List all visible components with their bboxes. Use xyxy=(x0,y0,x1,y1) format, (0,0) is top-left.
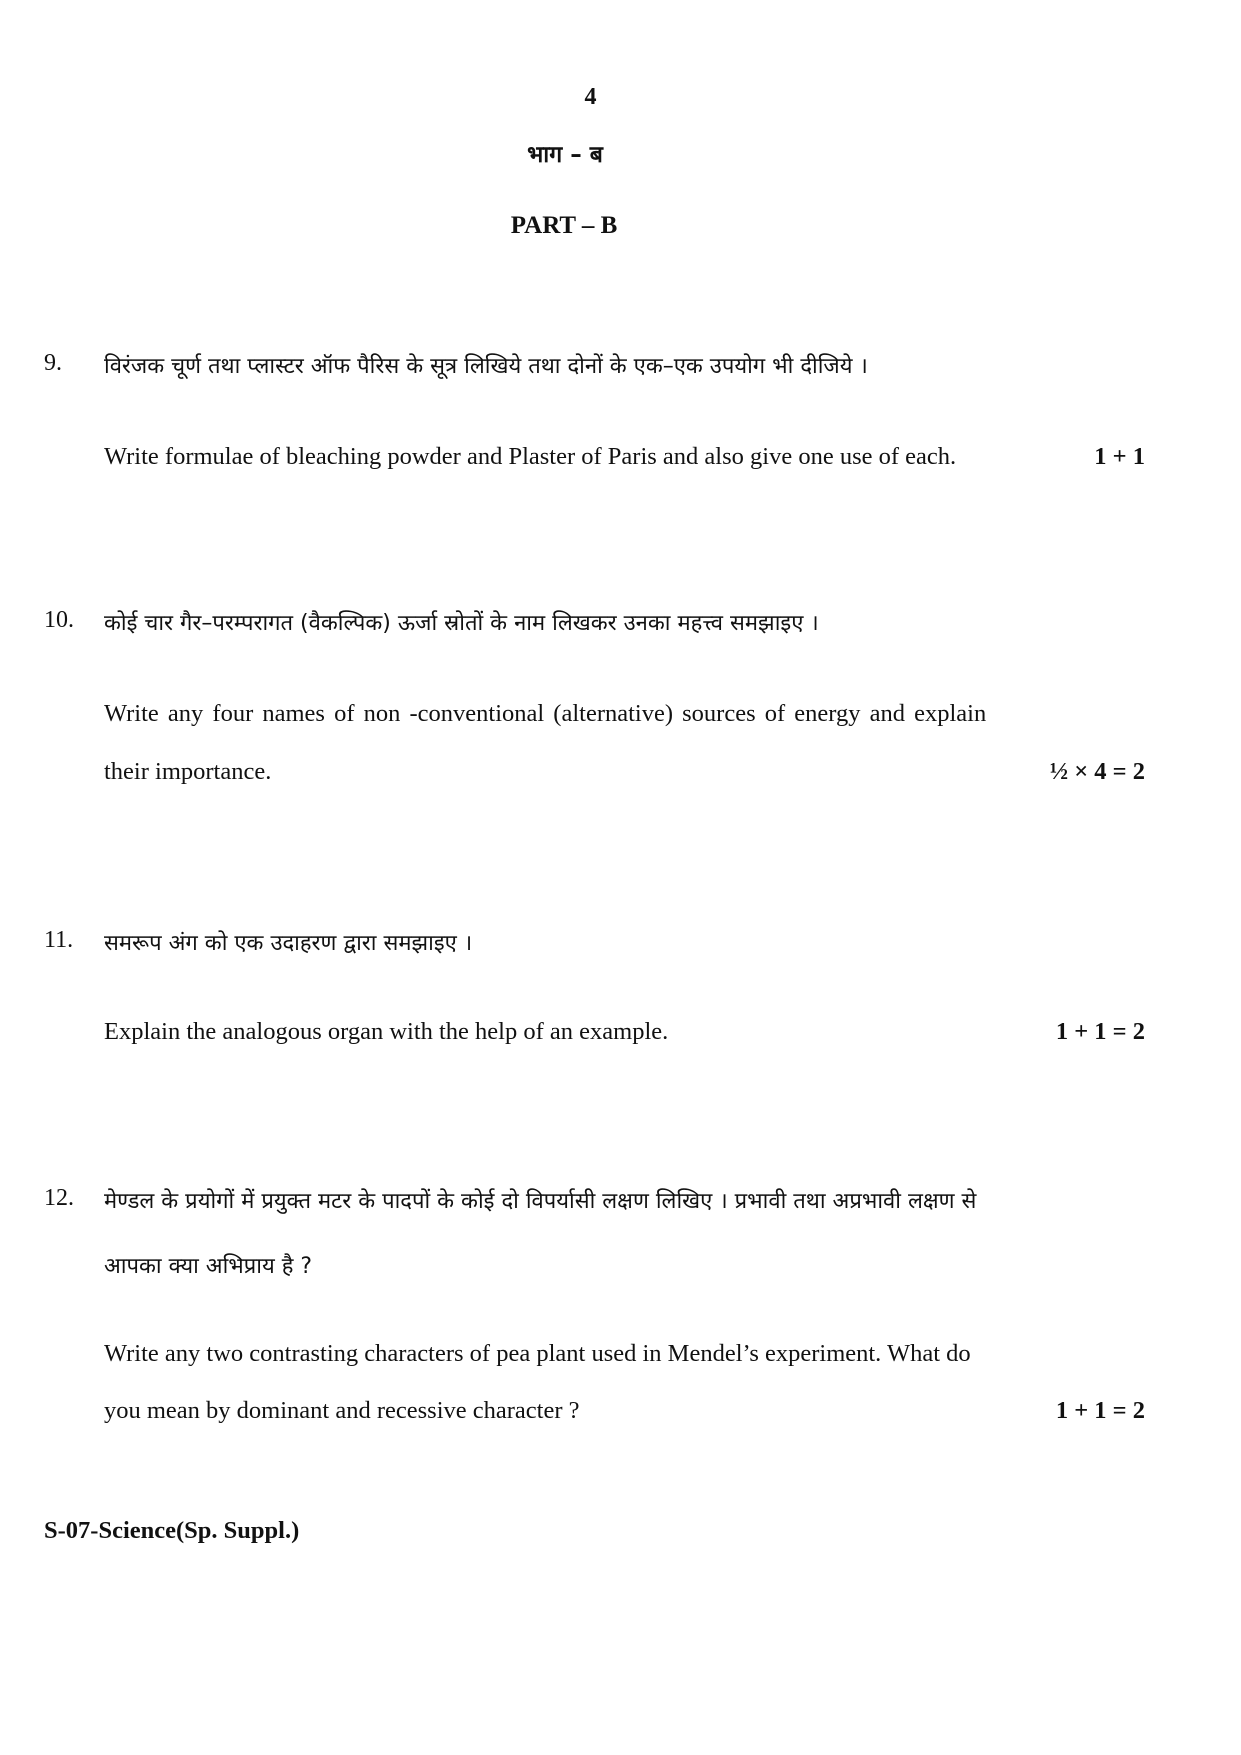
question-english-text: Write formulae of bleaching powder and Plaster of Paris and also give one use of each. xyxy=(104,443,957,470)
question-marks: ½ × 4 = 2 xyxy=(1049,758,1145,785)
question-english-text: Write any two contrasting characters of pea plant used in Mendel’s experiment. What do xyxy=(104,1340,971,1367)
question-number: 10. xyxy=(44,607,74,633)
question-hindi-text: आपका क्या अभिप्राय है ? xyxy=(104,1254,313,1279)
question-english-text: their importance. xyxy=(104,758,272,785)
question-marks: 1 + 1 xyxy=(1094,443,1145,470)
question-hindi-text: मेण्डल के प्रयोगों में प्रयुक्त मटर के पादपों के कोई दो विपर्यासी लक्षण लिखिए । प्रभावी तथा अप्रभावी लक्षण से xyxy=(104,1189,977,1214)
question-marks: 1 + 1 = 2 xyxy=(1055,1397,1145,1424)
question-hindi-text: विरंजक चूर्ण तथा प्लास्टर ऑफ पैरिस के सूत्र लिखिये तथा दोनों के एक–एक उपयोग भी दीजिये । xyxy=(104,354,868,379)
question-number: 9. xyxy=(44,350,62,376)
part-heading-hindi: भाग – ब xyxy=(527,142,603,168)
part-heading-english: PART – B xyxy=(510,212,618,239)
question-english-text: Write any four names of non -conventional (alternative) sources of energy and explain xyxy=(104,700,987,727)
paper-code: S-07-Science(Sp. Suppl.) xyxy=(44,1517,300,1544)
question-number: 11. xyxy=(44,927,74,953)
question-hindi-text: समरूप अंग को एक उदाहरण द्वारा समझाइए । xyxy=(104,931,473,956)
page-number: 4 xyxy=(584,84,597,110)
question-marks: 1 + 1 = 2 xyxy=(1055,1018,1145,1045)
question-hindi-text: कोई चार गैर–परम्परागत (वैकल्पिक) ऊर्जा स्रोतों के नाम लिखकर उनका महत्त्व समझाइए । xyxy=(104,611,819,636)
question-english-text: Explain the analogous organ with the help of an example. xyxy=(104,1018,669,1045)
question-english-text: you mean by dominant and recessive character ? xyxy=(104,1397,580,1424)
question-number: 12. xyxy=(44,1185,74,1211)
